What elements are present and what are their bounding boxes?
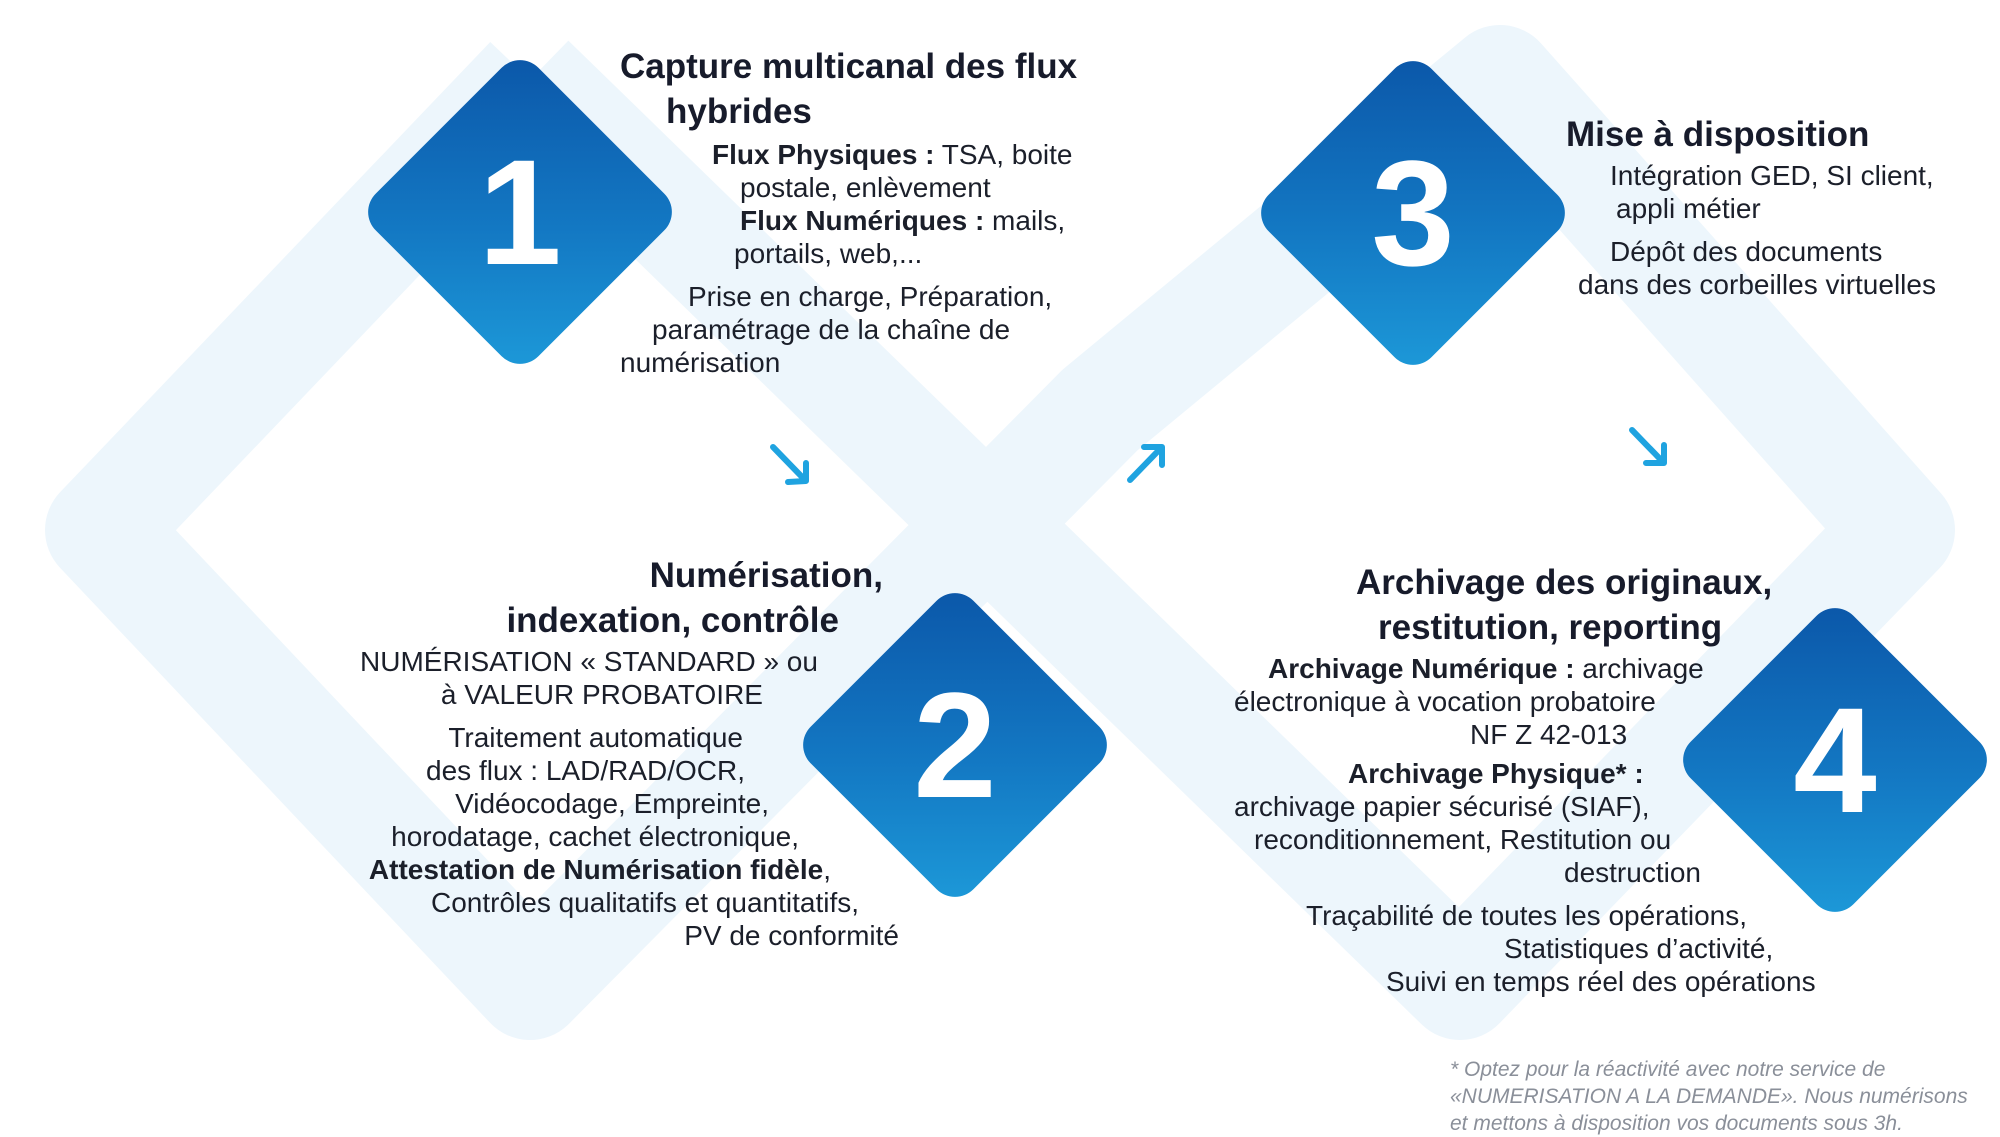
step-2-processing-line: des flux : LAD/RAD/OCR, [426, 755, 745, 786]
step-2-control-line: PV de conformité [684, 920, 899, 951]
step-3-title: Mise à disposition [1566, 115, 1870, 154]
step-2-text [360, 553, 905, 952]
step-4-text [1230, 560, 1820, 998]
step-1-physical-line: postale, enlèvement [740, 172, 991, 203]
step-4-title-line: Archivage des originaux, [1356, 563, 1773, 602]
arrow-down-right-icon [773, 447, 806, 482]
arrow-down-right-icon [1632, 430, 1664, 463]
step-1-number: 1 [478, 128, 562, 296]
step-3-deposit-line: dans des corbeilles virtuelles [1578, 269, 1936, 300]
step-4-physical-archive-line: archivage papier sécurisé (SIAF), [1234, 791, 1650, 822]
step-3-text [1566, 112, 1996, 301]
step-3-integration-line: Intégration GED, SI client, [1610, 160, 1934, 191]
step-1-physical-line: Flux Physiques : TSA, boite [712, 139, 1073, 170]
step-1-title-line: hybrides [666, 92, 812, 131]
step-1-title-line: Capture multicanal des flux [620, 47, 1078, 86]
step-1-text [620, 44, 1090, 379]
step-3-integration-line: appli métier [1616, 193, 1761, 224]
step-4-reporting-line: Traçabilité de toutes les opérations, [1306, 900, 1747, 931]
step-4-digital-archive-line: Archivage Numérique : archivage [1268, 653, 1704, 684]
step-4-digital-archive-line: NF Z 42-013 [1470, 719, 1628, 750]
footnote-line: et mettons à disposition vos documents sous 3h. [1450, 1112, 1903, 1135]
step-3-deposit-line: Dépôt des documents [1610, 236, 1883, 267]
step-3-number: 3 [1371, 129, 1455, 297]
step-1-prep-line: paramétrage de la chaîne de [652, 314, 1011, 345]
step-2-number: 2 [913, 661, 997, 829]
step-4-title-line: restitution, reporting [1378, 608, 1723, 647]
step-2-title-line: Numérisation, [649, 556, 883, 595]
step-4-reporting-line: Suivi en temps réel des opérations [1386, 966, 1816, 997]
step-4-physical-archive-line: destruction [1564, 857, 1701, 888]
step-4-physical-archive-title: Archivage Physique* : [1348, 758, 1644, 789]
footnote-line: * Optez pour la réactivité avec notre service de [1450, 1058, 1886, 1081]
step-4-reporting-line: Statistiques d’activité, [1504, 933, 1774, 964]
step-1-digital-line: portails, web,... [734, 238, 923, 269]
step-1-prep-line: numérisation [620, 347, 781, 378]
step-2-processing-line: Traitement automatique [448, 722, 743, 753]
step-2-mode-line: NUMÉRISATION « STANDARD » ou [360, 646, 818, 677]
step-2-processing-line: horodatage, cachet électronique, [391, 821, 799, 852]
step-4-number: 4 [1793, 676, 1877, 844]
step-1-prep-line: Prise en charge, Préparation, [688, 281, 1053, 312]
step-2-attestation-line: Attestation de Numérisation fidèle, [368, 854, 831, 885]
step-4-digital-archive-line: électronique à vocation probatoire [1234, 686, 1656, 717]
footnote [1450, 1056, 2000, 1137]
step-2-processing-line: Vidéocodage, Empreinte, [455, 788, 769, 819]
step-2-mode-line: à VALEUR PROBATOIRE [440, 679, 763, 710]
step-2-control-line: Contrôles qualitatifs et quantitatifs, [430, 887, 859, 918]
step-2-title-line: indexation, contrôle [506, 601, 839, 640]
step-1-digital-line: Flux Numériques : mails, [740, 205, 1066, 236]
footnote-line: «NUMERISATION A LA DEMANDE». Nous numérisons [1450, 1085, 1968, 1108]
step-4-physical-archive-line: reconditionnement, Restitution ou [1254, 824, 1672, 855]
